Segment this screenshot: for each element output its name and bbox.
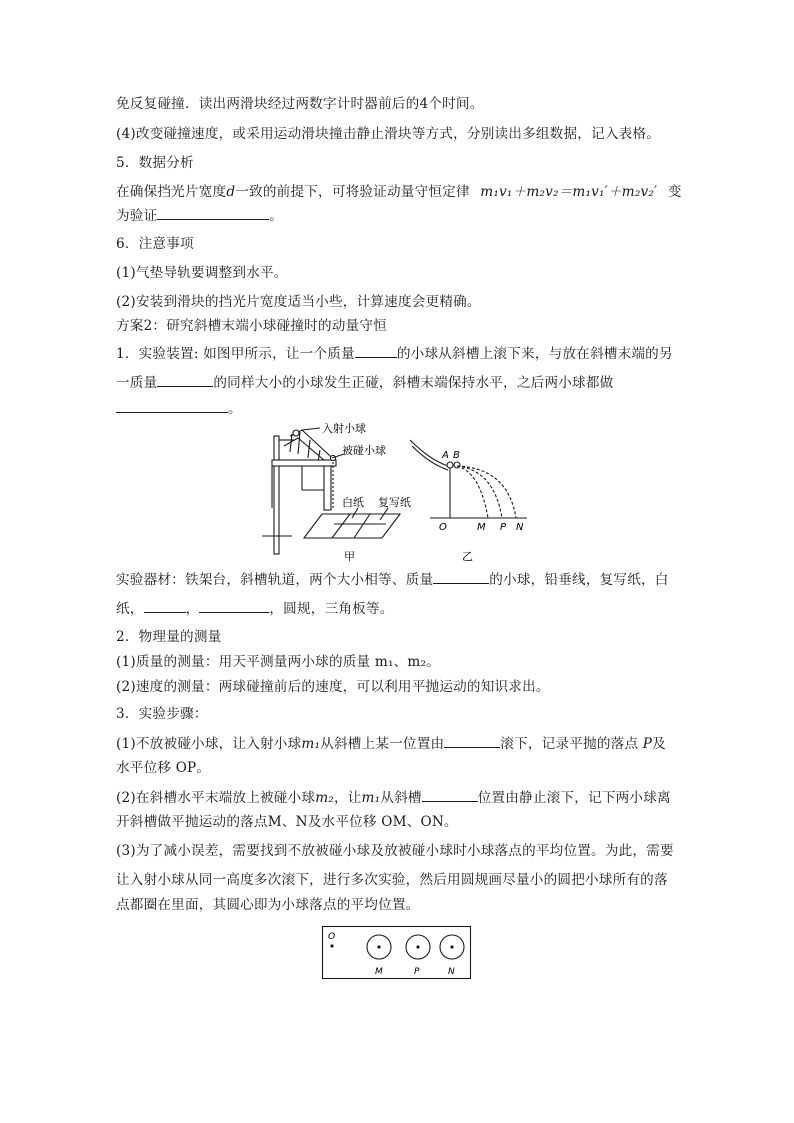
trajectory-P <box>457 466 502 518</box>
ball-A <box>447 462 453 468</box>
answer-blank[interactable] <box>444 733 500 748</box>
text-line-20: 水平位移 OP。 <box>116 760 211 776</box>
label-B: B <box>453 450 460 461</box>
incident-ball <box>293 430 299 436</box>
label-P: P <box>414 967 420 977</box>
text-line-23: (3)为了减小误差，需要找到不放被碰小球及放被碰小球时小球落点的平均位置。为此，需要 <box>116 843 674 859</box>
text-line-24: 让入射小球从同一高度多次滚下，进行多次实验，然后用圆规画尽量小的圆把小球所有的落 <box>116 872 668 888</box>
text-line-10: 1．实验装置: 如图甲所示，让一个质量 的小球从斜槽上滚下来，与放在斜槽末端的另 <box>116 343 678 364</box>
landing-points-figure <box>322 926 472 982</box>
label-M: M <box>375 967 383 977</box>
text-line-8: (2)安装到滑块的挡光片宽度适当小些，计算速度会更精确。 <box>116 294 481 310</box>
answer-blank[interactable] <box>422 787 478 802</box>
answer-blank[interactable] <box>433 569 489 584</box>
answer-blank[interactable] <box>199 598 269 613</box>
text-line-2: (4)改变碰撞速度，或采用运动滑块撞击静止滑块等方式，分别读出多组数据，记入表格。 <box>116 126 661 142</box>
text-line-17: (2)速度的测量：两球碰撞前后的速度，可以利用平抛运动的知识求出。 <box>116 679 550 695</box>
label-incident-ball: 入射小球 <box>322 422 366 435</box>
text-line-1: 免反复碰撞．读出两滑块经过两数字计时器前后的4个时间。 <box>116 96 484 112</box>
label-P: P <box>500 522 507 533</box>
section-heading-measurement: 2．物理量的测量 <box>116 629 222 645</box>
momentum-equation: m₁v₁＋m₂v₂＝m₁v₁′＋m₂v₂′ <box>480 184 658 200</box>
section-heading-notes: 6．注意事项 <box>116 236 194 252</box>
label-O: O <box>439 522 447 533</box>
caption-jia: 甲 <box>344 550 355 563</box>
label-N: N <box>448 967 455 977</box>
label-M: M <box>477 522 486 533</box>
label-N: N <box>516 522 524 533</box>
answer-blank[interactable] <box>116 398 228 413</box>
caption-yi: 乙 <box>462 550 473 563</box>
text-line-22: 开斜槽做平抛运动的落点M、N及水平位移 OM、ON。 <box>116 814 458 830</box>
text-line-13: 实验器材：铁架台，斜槽轨道，两个大小相等、质量 的小球，铅垂线，复写纸，白 <box>116 569 678 590</box>
label-target-ball: 被碰小球 <box>342 444 386 457</box>
answer-blank[interactable] <box>157 372 213 387</box>
section-heading-data-analysis: 5．数据分析 <box>116 155 194 171</box>
text-line-16: (1)质量的测量：用天平测量两小球的质量 m₁、m₂。 <box>116 654 440 670</box>
answer-blank[interactable] <box>157 205 269 220</box>
trajectory-M <box>457 466 488 518</box>
section-heading-steps: 3．实验步骤： <box>116 706 208 722</box>
apparatus-figure <box>262 418 532 562</box>
scheme-2-heading: 方案2：研究斜槽末端小球碰撞时的动量守恒 <box>116 318 387 334</box>
answer-blank[interactable] <box>355 343 397 358</box>
answer-blank[interactable] <box>144 598 186 613</box>
table-top <box>272 460 336 466</box>
text-line-14: 纸， ， ，圆规，三角板等。 <box>116 598 678 619</box>
label-white-paper: 白纸 <box>342 496 364 509</box>
text-line-7: (1)气垫导轨要调整到水平。 <box>116 265 288 281</box>
label-carbon-paper: 复写纸 <box>378 496 411 509</box>
text-line-21: (2)在斜槽水平末端放上被碰小球m₂，让m₁从斜槽 位置由静止滚下，记下两小球离 <box>116 787 678 808</box>
text-line-12: 。 <box>116 398 678 419</box>
point-O <box>330 944 333 947</box>
label-O: O <box>328 932 336 942</box>
text-line-19: (1)不放被碰小球，让入射小球m₁从斜槽上某一位置由 滚下，记录平抛的落点 P及 <box>116 733 678 754</box>
text-line-5: 为验证 。 <box>116 205 678 226</box>
label-A: A <box>442 450 449 461</box>
text-line-25: 点都圈在里面，其圆心即为小球落点的平均位置。 <box>116 897 420 913</box>
text-line-4: 在确保挡光片宽度d一致的前提下，可将验证动量守恒定律 m₁v₁＋m₂v₂＝m₁v₁′＋m₂v₂′ 变 <box>116 184 682 200</box>
text-line-11: 一质量 的同样大小的小球发生正碰，斜槽末端保持水平，之后两小球都做 <box>116 372 678 393</box>
